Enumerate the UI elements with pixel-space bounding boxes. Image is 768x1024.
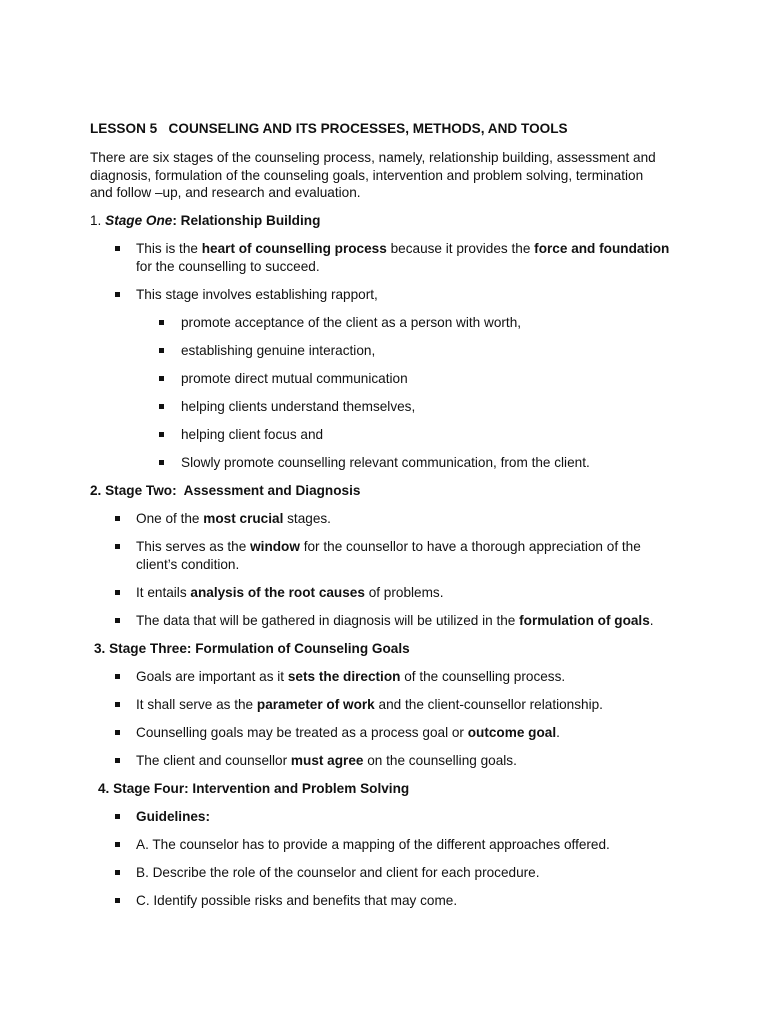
bullet-text: Slowly promote counselling relevant communication, from the client. xyxy=(181,455,590,470)
bullet-text: helping client focus and xyxy=(181,427,324,442)
bullet-marker xyxy=(159,376,164,381)
bullet-marker xyxy=(159,432,164,437)
bullet-marker xyxy=(159,320,164,325)
intro-line: diagnosis, formulation of the counseling goals, intervention and problem solving, termination xyxy=(90,167,644,183)
bullet-marker xyxy=(115,898,120,903)
bullet-text: promote acceptance of the client as a person with worth, xyxy=(181,315,522,330)
bullet-text: promote direct mutual communication xyxy=(181,371,408,386)
intro-paragraph xyxy=(90,149,690,202)
guidelines-label: Guidelines: xyxy=(136,809,211,824)
bullet-text-continued: client’s condition. xyxy=(136,557,240,572)
bullet-marker xyxy=(115,870,120,875)
bullet-text: This serves as the window for the counsellor to have a thorough appreciation of the xyxy=(136,539,641,554)
bullet-marker xyxy=(159,404,164,409)
bullet-marker xyxy=(115,842,120,847)
bullet-text: The client and counsellor must agree on the counselling goals. xyxy=(136,753,517,768)
stage-two-heading: 2. Stage Two: Assessment and Diagnosis xyxy=(90,483,361,498)
bullet-text: establishing genuine interaction, xyxy=(181,343,376,358)
bullet-marker xyxy=(115,730,120,735)
bullet-text: This stage involves establishing rapport, xyxy=(136,287,378,302)
bullet-text: B. Describe the role of the counselor and client for each procedure. xyxy=(136,865,540,880)
bullet-text: One of the most crucial stages. xyxy=(136,511,331,526)
bullet-marker xyxy=(159,348,164,353)
bullet-marker xyxy=(115,758,120,763)
bullet-text: It entails analysis of the root causes of problems. xyxy=(136,585,444,600)
bullet-text: It shall serve as the parameter of work and the client-counsellor relationship. xyxy=(136,697,603,712)
bullet-text: Counselling goals may be treated as a process goal or outcome goal. xyxy=(136,725,560,740)
bullet-text: C. Identify possible risks and benefits that may come. xyxy=(136,893,458,908)
bullet-marker xyxy=(115,702,120,707)
intro-line: and follow –up, and research and evaluation. xyxy=(90,185,361,200)
bullet-marker xyxy=(115,814,120,819)
bullet-marker xyxy=(115,544,120,549)
bullet-marker xyxy=(115,674,120,679)
intro-line: There are six stages of the counseling process, namely, relationship building, assessment and xyxy=(90,150,656,165)
bullet-text: A. The counselor has to provide a mapping of the different approaches offered. xyxy=(136,837,610,852)
bullet-marker xyxy=(115,516,120,521)
bullet-marker xyxy=(115,618,120,623)
stage-one-heading: 1. Stage One: Relationship Building xyxy=(90,213,321,228)
bullet-text: This is the heart of counselling process because it provides the force and foundation xyxy=(136,241,670,256)
bullet-marker xyxy=(115,590,120,595)
bullet-marker xyxy=(115,246,120,251)
bullet-marker xyxy=(159,460,164,465)
bullet-text: Goals are important as it sets the direction of the counselling process. xyxy=(136,669,566,684)
stage-three-heading: 3. Stage Three: Formulation of Counseling Goals xyxy=(94,641,410,656)
bullet-text-continued: for the counselling to succeed. xyxy=(136,259,320,274)
bullet-marker xyxy=(115,292,120,297)
bullet-text: helping clients understand themselves, xyxy=(181,399,416,414)
stage-four-heading: 4. Stage Four: Intervention and Problem Solving xyxy=(98,781,410,796)
bullet-text: The data that will be gathered in diagnosis will be utilized in the formulation of goals. xyxy=(136,613,654,628)
lesson-title: LESSON 5 COUNSELING AND ITS PROCESSES, METHODS, AND TOOLS xyxy=(90,121,568,136)
